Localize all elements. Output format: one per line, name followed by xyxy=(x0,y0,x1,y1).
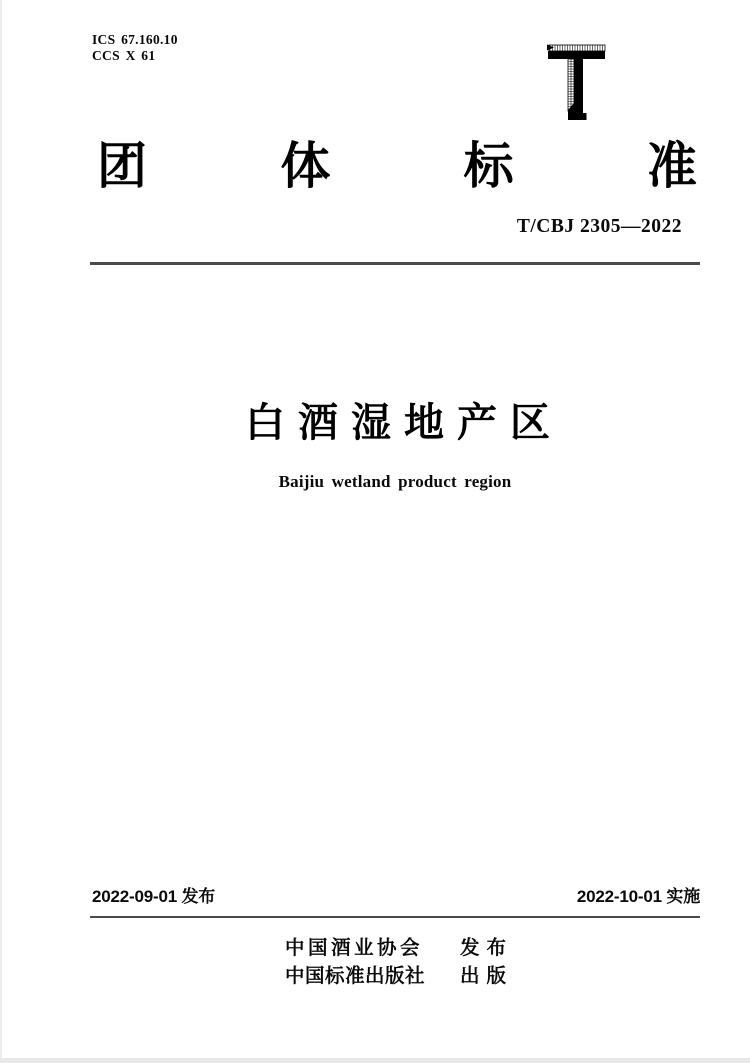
dates-row xyxy=(92,886,700,908)
document-title-en: Baijiu wetland product region xyxy=(278,472,512,491)
page-left-edge xyxy=(0,0,2,1063)
ccs-code: CCS X 61 xyxy=(92,47,156,63)
category-title-char: 团 xyxy=(97,138,147,194)
publisher-role: 发布 xyxy=(459,937,513,959)
document-title-cn: 白酒湿地产区 xyxy=(245,401,563,445)
publisher-name: 中国标准出版社 xyxy=(285,965,426,987)
ics-code: ICS 67.160.10 xyxy=(92,32,178,47)
publisher-role: 出版 xyxy=(459,965,513,987)
category-title xyxy=(97,138,697,194)
implement-date: 2022-10-01 实施 xyxy=(576,887,700,906)
publisher-name: 中国酒业协会 xyxy=(285,937,424,959)
group-standard-t-logo-icon xyxy=(547,44,607,120)
issue-date: 2022-09-01 发布 xyxy=(92,887,216,906)
category-title-char: 准 xyxy=(646,138,697,194)
header-divider-rule xyxy=(90,262,700,265)
footer-divider-rule xyxy=(90,916,700,918)
classification-codes xyxy=(92,32,178,63)
category-title-char: 标 xyxy=(463,138,514,194)
standard-code: T/CBJ 2305—2022 xyxy=(516,216,682,237)
publisher-row xyxy=(285,964,513,988)
publisher-row xyxy=(285,936,513,960)
category-title-char: 体 xyxy=(280,138,331,194)
page-bottom-edge xyxy=(0,1058,750,1063)
